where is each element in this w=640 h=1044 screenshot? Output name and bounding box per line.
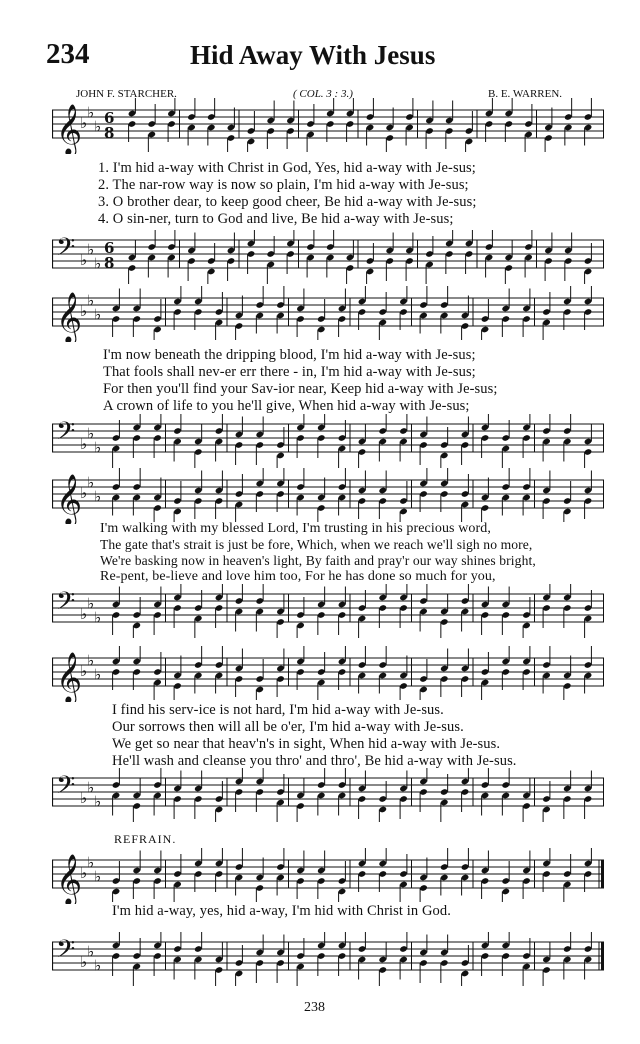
composer-credit: B. E. WARREN. xyxy=(488,88,563,100)
verse-line: 1. I'm hid a-way with Christ in God, Yes, hid a-way with Je-sus; xyxy=(98,160,476,176)
flat-icon: ♭ xyxy=(94,438,102,457)
flat-icon: ♭ xyxy=(94,305,102,324)
flat-icon: ♭ xyxy=(87,778,95,797)
bass-clef-icon: 𝄢 xyxy=(56,417,76,452)
bass-staff-2 xyxy=(52,412,604,468)
flat-icon: ♭ xyxy=(80,605,88,623)
verse-line: I find his serv-ice is not hard, I'm hid a-way with Je-sus. xyxy=(112,702,444,718)
verse-line: He'll wash and cleanse you thro' and thro', Be hid a-way with Je-sus. xyxy=(112,753,517,769)
page-number: 238 xyxy=(304,1000,325,1015)
bass-clef-icon: 𝄢 xyxy=(56,771,76,806)
refrain-line: I'm hid a-way, yes, hid a-way, I'm hid with Christ in God. xyxy=(112,903,451,919)
flat-icon: ♭ xyxy=(80,435,88,453)
flat-icon: ♭ xyxy=(80,662,88,680)
treble-staff-1 xyxy=(52,98,604,154)
flat-icon: ♭ xyxy=(94,956,102,975)
flat-icon: ♭ xyxy=(80,114,88,132)
flat-icon: ♭ xyxy=(94,117,102,136)
verse-line: Re-pent, be-lieve and love him too, For he has done so much for you, xyxy=(100,569,496,584)
verse-line: I'm now beneath the dripping blood, I'm hid a-way with Je-sus; xyxy=(103,347,476,363)
verse-line: The gate that's strait is just be fore, Which, when we reach we'll sigh no more, xyxy=(100,537,533,552)
verse-line: We're basking now in heaven's light, By faith and pray'r our way shines bright, xyxy=(100,553,536,568)
flat-icon: ♭ xyxy=(80,251,88,269)
flat-icon: ♭ xyxy=(80,864,88,882)
final-barline xyxy=(601,942,604,970)
time-signature-bottom: 8 xyxy=(104,254,115,272)
author-credit: JOHN F. STARCHER. xyxy=(76,88,177,100)
flat-icon: ♭ xyxy=(87,942,95,961)
treble-clef-icon: 𝄞 xyxy=(56,652,83,702)
verse-line: I'm walking with my blessed Lord, I'm trusting in his precious word, xyxy=(100,521,491,536)
treble-clef-icon: 𝄞 xyxy=(56,854,83,904)
flat-icon: ♭ xyxy=(87,103,95,122)
verse-line: That fools shall nev-er err there - in, I'm hid a-way with Je-sus; xyxy=(103,364,476,380)
time-signature-bottom: 8 xyxy=(104,124,115,142)
bass-staff-refrain xyxy=(52,930,604,986)
verse-line: Our sorrows then will all be o'er, I'm hid a-way with Je-sus. xyxy=(112,719,464,735)
treble-staff-refrain xyxy=(52,848,604,904)
verse-line: 4. O sin-ner, turn to God and live, Be hid a-way with Je-sus; xyxy=(98,211,454,227)
treble-clef-icon: 𝄞 xyxy=(56,474,83,524)
flat-icon: ♭ xyxy=(94,487,102,506)
treble-staff-2 xyxy=(52,286,604,342)
flat-icon: ♭ xyxy=(87,240,95,259)
hymn-number: 234 xyxy=(46,38,90,70)
time-signature-top: 6 xyxy=(104,239,115,257)
flat-icon: ♭ xyxy=(87,594,95,613)
flat-icon: ♭ xyxy=(94,867,102,886)
verse-line: A crown of life to you he'll give, When hid a-way with Je-sus; xyxy=(103,398,470,414)
flat-icon: ♭ xyxy=(87,424,95,443)
bass-staff-1 xyxy=(52,228,604,284)
flat-icon: ♭ xyxy=(80,789,88,807)
hymn-title: Hid Away With Jesus xyxy=(190,40,436,70)
verse-line: 3. O brother dear, to keep good cheer, Be hid a-way with Je-sus; xyxy=(98,194,477,210)
flat-icon: ♭ xyxy=(87,651,95,670)
verse-line: For then you'll find your Sav-ior near, Keep hid a-way with Je-sus; xyxy=(103,381,498,397)
flat-icon: ♭ xyxy=(94,608,102,627)
flat-icon: ♭ xyxy=(80,953,88,971)
treble-clef-icon: 𝄞 xyxy=(56,292,83,342)
flat-icon: ♭ xyxy=(94,792,102,811)
flat-icon: ♭ xyxy=(87,291,95,310)
flat-icon: ♭ xyxy=(94,665,102,684)
refrain-label: REFRAIN. xyxy=(114,832,177,846)
treble-staff-3 xyxy=(52,468,604,524)
scripture-reference: ( COL. 3 : 3.) xyxy=(293,88,353,100)
flat-icon: ♭ xyxy=(80,484,88,502)
flat-icon: ♭ xyxy=(87,853,95,872)
final-barline xyxy=(601,860,604,888)
treble-staff-4 xyxy=(52,646,604,702)
flat-icon: ♭ xyxy=(87,473,95,492)
bass-clef-icon: 𝄢 xyxy=(56,233,76,268)
flat-icon: ♭ xyxy=(80,302,88,320)
bass-staff-3 xyxy=(52,582,604,638)
bass-clef-icon: 𝄢 xyxy=(56,587,76,622)
bass-clef-icon: 𝄢 xyxy=(56,935,76,970)
treble-clef-icon: 𝄞 xyxy=(56,104,83,154)
bass-staff-4 xyxy=(52,766,604,822)
flat-icon: ♭ xyxy=(94,254,102,273)
verse-line: We get so near that heav'n's in sight, When hid a-way with Je-sus. xyxy=(112,736,501,752)
verse-line: 2. The nar-row way is now so plain, I'm hid a-way with Je-sus; xyxy=(98,177,469,193)
time-signature-top: 6 xyxy=(104,109,115,127)
